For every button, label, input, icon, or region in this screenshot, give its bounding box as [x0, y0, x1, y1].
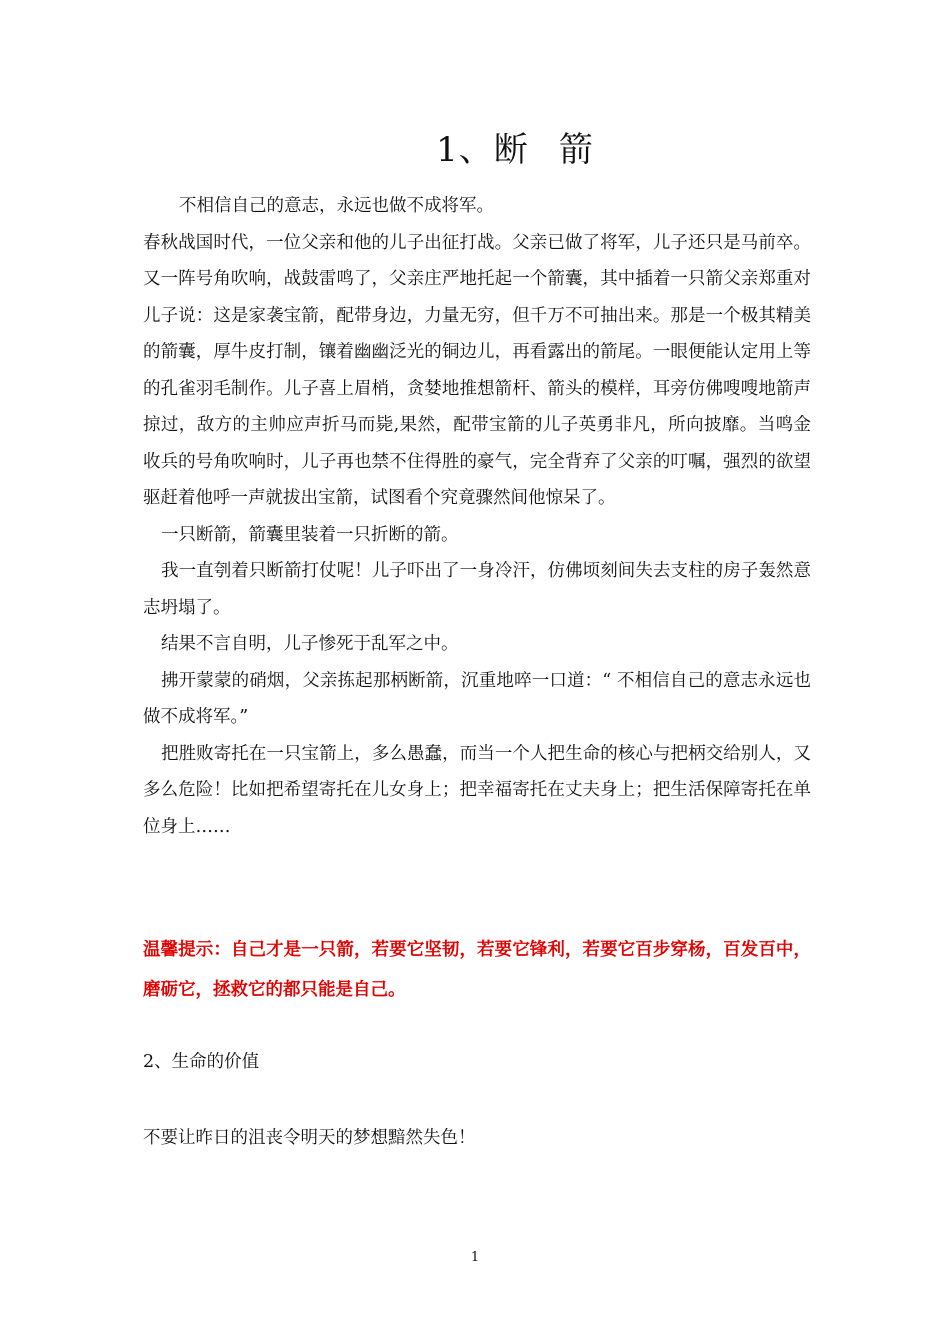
story-paragraph: 不相信自己的意志，永远也做不成将军。	[179, 196, 494, 216]
story-paragraph: 我一直刳着只断箭打仗呢！儿子吓出了一身冷汗，仿佛顷刻间失去支柱的房子轰然意志坍塌了。	[143, 561, 811, 618]
story-paragraph: 拂开蒙蒙的硝烟，父亲拣起那柄断箭，沉重地啐一口道：“ 不相信自己的意志永远也做不成将军。”	[143, 670, 811, 727]
story-paragraph: 把胜败寄托在一只宝箭上，多么愚蠢，而当一个人把生命的核心与把柄交给别人，又多么危险！比如把希望寄托在儿女身上；把幸福寄托在丈夫身上；把生活保障寄托在单位身上……	[143, 743, 811, 837]
title-word-text: 箭	[558, 130, 594, 170]
story-paragraph: 春秋战国时代，一位父亲和他的儿子出征打战。父亲已做了将军，儿子还只是马前卒。又一阵号角吹响，战鼓雷鸣了，父亲庄严地托起一个箭囊，其中插着一只箭父亲郑重对儿子说：这是家袭宝箭，配带身边，力量无穷，但千万不可抽出来。那是一个极其精美的箭囊，厚牛皮打制，镶着幽幽泛光的铜边儿，再看露出的箭尾。一眼便能认定用上等的孔雀羽毛制作。儿子喜上眉梢，贪婪地推想箭杆、箭头的模样，耳旁仿佛嗖嗖地箭声掠过，敌方的主帅应声折马而毙,果然，配带宝箭的儿子英勇非凡，所向披靡。当鸣金收兵的号角吹响时，儿子再也禁不住得胜的豪气，完全背弃了父亲的叮嘱，强烈的欲望驱赶着他呼一声就拔出宝箭，试图看个究竟骤然间他惊呆了。	[143, 232, 811, 508]
page-number: 1	[470, 1250, 480, 1265]
story-body	[143, 188, 811, 845]
page-title	[0, 126, 950, 174]
story-paragraph: 结果不言自明，儿子惨死于乱军之中。	[161, 634, 459, 654]
section-2-title: 2、生命的价值	[143, 1052, 260, 1072]
title-number-text: 1、断	[436, 130, 529, 170]
warm-tip: 温馨提示：自己才是一只箭，若要它坚韧，若要它锋利，若要它百步穿杨，百发百中，磨砺它，拯救它的都只能是自己。	[143, 940, 811, 1000]
story-paragraph: 一只断箭，箭囊里装着一只折断的箭。	[161, 524, 459, 545]
section-2-quote: 不要让昨日的沮丧令明天的梦想黯然失色！	[143, 1128, 476, 1148]
